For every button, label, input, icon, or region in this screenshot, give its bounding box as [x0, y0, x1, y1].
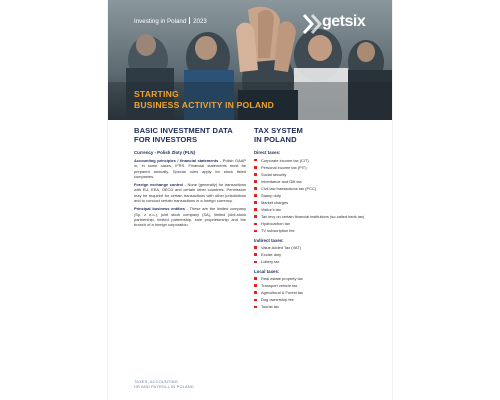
business-entities-paragraph	[134, 206, 246, 227]
local-taxes-list	[254, 276, 370, 310]
page-footer	[134, 379, 194, 389]
tax-heading	[254, 126, 370, 144]
list-item: Corporate income tax (CIT)	[254, 158, 370, 163]
list-item: Market charges	[254, 200, 370, 205]
investment-column	[134, 126, 246, 231]
tax-heading-line1: TAX SYSTEM	[254, 126, 303, 135]
list-item: Value Added Tax (VAT)	[254, 245, 370, 250]
tax-column	[254, 126, 370, 314]
footer-line1: TAXES, ACCOUNTING	[134, 379, 178, 384]
direct-taxes-list	[254, 158, 370, 234]
tax-heading-line2: IN POLAND	[254, 135, 297, 144]
brand-name: getsix	[322, 13, 366, 30]
paragraph-text: - Polish GAAP or, in some cases, IFRS. Financial statements must be prepared annually. Special rules apply for stock listed companies.	[134, 158, 246, 179]
currency-line: Currency - Polish Zloty (PLN)	[134, 150, 195, 155]
series-header	[134, 17, 207, 25]
list-item: Inheritance and Gift tax	[254, 179, 370, 184]
series-title: Investing in Poland	[134, 18, 187, 25]
list-item: TV subscription fee	[254, 228, 370, 233]
list-item: Visitor's tax	[254, 207, 370, 212]
paragraph-text: - None (generally) for transactions with EU, EEA, OECD and certain other countries. Permission may be required for certain transactions with other jurisdictions and to conduct certain transactions in a foreign currency.	[134, 182, 246, 204]
list-item: Civil law transactions tax (PCC)	[254, 186, 370, 191]
header-divider	[189, 17, 190, 24]
list-item: Dog ownership fee	[254, 297, 370, 302]
list-item: Tourist tax	[254, 304, 370, 309]
list-item: Lottery tax	[254, 259, 370, 264]
list-item: Tax levy on certain financial institutions (so-called bank tax)	[254, 214, 370, 219]
document-page	[108, 0, 392, 400]
accounting-paragraph	[134, 158, 246, 179]
paragraph-lead: Foreign exchange control	[134, 182, 184, 188]
paragraph-lead: Principal business entities	[134, 206, 185, 212]
hero-title-line2: BUSINESS ACTIVITY IN POLAND	[134, 99, 275, 110]
paragraph-lead: Accounting principles / financial statements	[134, 158, 219, 163]
investment-heading-line2: FOR INVESTORS	[134, 135, 198, 144]
indirect-taxes-label: Indirect taxes:	[254, 237, 284, 243]
list-item: Social security	[254, 172, 370, 177]
hero-title	[134, 89, 274, 110]
footer-line2: HR AND PAYROLL IN POLAND	[134, 384, 194, 389]
list-item: Transport vehicle tax	[254, 283, 370, 288]
list-item: Excise duty	[254, 252, 370, 257]
series-year: 2023	[193, 18, 207, 25]
investment-heading-line1: BASIC INVESTMENT DATA	[134, 126, 233, 135]
indirect-taxes-list	[254, 245, 370, 264]
list-item: Real estate property tax	[254, 276, 370, 281]
list-item: Hydrocarbon tax	[254, 221, 370, 226]
direct-taxes-label: Direct taxes:	[254, 150, 281, 155]
paragraph-text: - These are the limited company (Sp. z o.o.), joint stock company (SA), limited joint-stock partnership, limited partnership, sole proprietorship and the branch of a foreign corporation.	[134, 206, 246, 228]
hero-title-line1: STARTING	[134, 89, 179, 99]
list-item: Personal income tax (PIT)	[254, 165, 370, 170]
brand-logo	[302, 13, 382, 35]
list-item: Stamp duty	[254, 193, 370, 198]
list-item: Agricultural & Forest tax	[254, 290, 370, 295]
local-taxes-label: Local taxes:	[254, 268, 280, 274]
hero-banner	[108, 0, 392, 120]
fx-control-paragraph	[134, 182, 246, 203]
brand-mark-icon	[302, 13, 322, 35]
investment-heading	[134, 126, 246, 144]
